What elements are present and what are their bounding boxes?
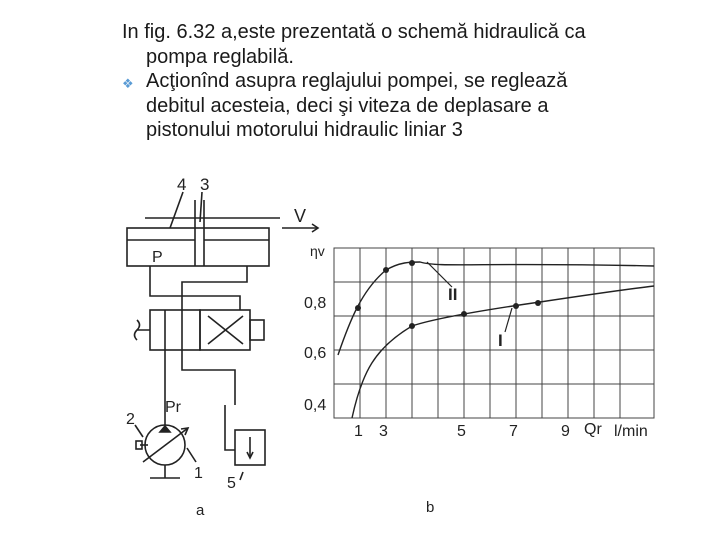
curve-i-point-1 (409, 323, 415, 329)
curve-i-point-4 (535, 300, 541, 306)
caption-a: a (196, 502, 205, 519)
hydraulic-schematic (127, 192, 318, 480)
label-pr: Pr (165, 399, 181, 416)
bullet-icon: ❖ (122, 76, 134, 91)
label-p: P (152, 249, 163, 266)
curve-ii-point-2 (383, 267, 389, 273)
paragraph-2-line-2: debitul acesteia, deci şi viteza de deplasare a (146, 94, 549, 117)
caption-b: b (426, 499, 435, 516)
label-1: 1 (194, 465, 203, 482)
leader-2 (135, 425, 143, 437)
curve-i-label: I (498, 331, 503, 350)
pipe-left (150, 266, 240, 310)
valve-left-square (150, 310, 200, 350)
curve-i (352, 286, 654, 418)
label-5: 5 (227, 475, 236, 492)
x-tick-3: 3 (379, 423, 388, 440)
y-tick-0-4: 0,4 (304, 397, 327, 414)
x-tick-7: 7 (509, 423, 518, 440)
y-tick-0-6: 0,6 (304, 345, 327, 362)
x-tick-9: 9 (561, 423, 570, 440)
q-label: Qr (584, 421, 602, 438)
leader-5 (240, 472, 243, 480)
label-4: 4 (177, 175, 187, 194)
paragraph-1-line-1: In fig. 6.32 a,este prezentată o schemă hidraulică ca (122, 21, 586, 43)
curve-i-point-2 (461, 311, 467, 317)
efficiency-graph (334, 248, 654, 418)
relief-line (225, 405, 235, 450)
x-tick-5: 5 (457, 423, 466, 440)
leader-ii (427, 262, 452, 287)
valve-solenoid (250, 320, 264, 340)
label-2: 2 (126, 411, 135, 428)
label-3: 3 (200, 175, 210, 194)
paragraph-1-line-2: pompa reglabilă. (146, 45, 294, 68)
return-line (182, 350, 235, 405)
valve-spring (135, 320, 151, 340)
pipe-right (182, 266, 247, 310)
x-tick-1: 1 (354, 423, 363, 440)
y-axis-label: ηv (310, 243, 325, 259)
y-tick-0-8: 0,8 (304, 295, 327, 312)
curve-ii-point-3 (409, 260, 415, 266)
pump-triangle (160, 426, 170, 432)
leader-4 (170, 192, 183, 228)
label-v: V (294, 206, 307, 226)
paragraph-2-line-1: Acţionînd asupra reglajului pompei, se reglează (146, 70, 568, 92)
paragraph-2-line-3: pistonului motorului hidraulic liniar 3 (146, 119, 463, 141)
x-unit-label: l/min (614, 423, 648, 440)
cylinder-body (127, 228, 269, 266)
curve-ii-point-1 (355, 305, 361, 311)
leader-1 (187, 448, 196, 462)
leader-i (505, 308, 512, 332)
curve-i-point-3 (513, 303, 519, 309)
curve-ii-label: II (448, 285, 458, 304)
